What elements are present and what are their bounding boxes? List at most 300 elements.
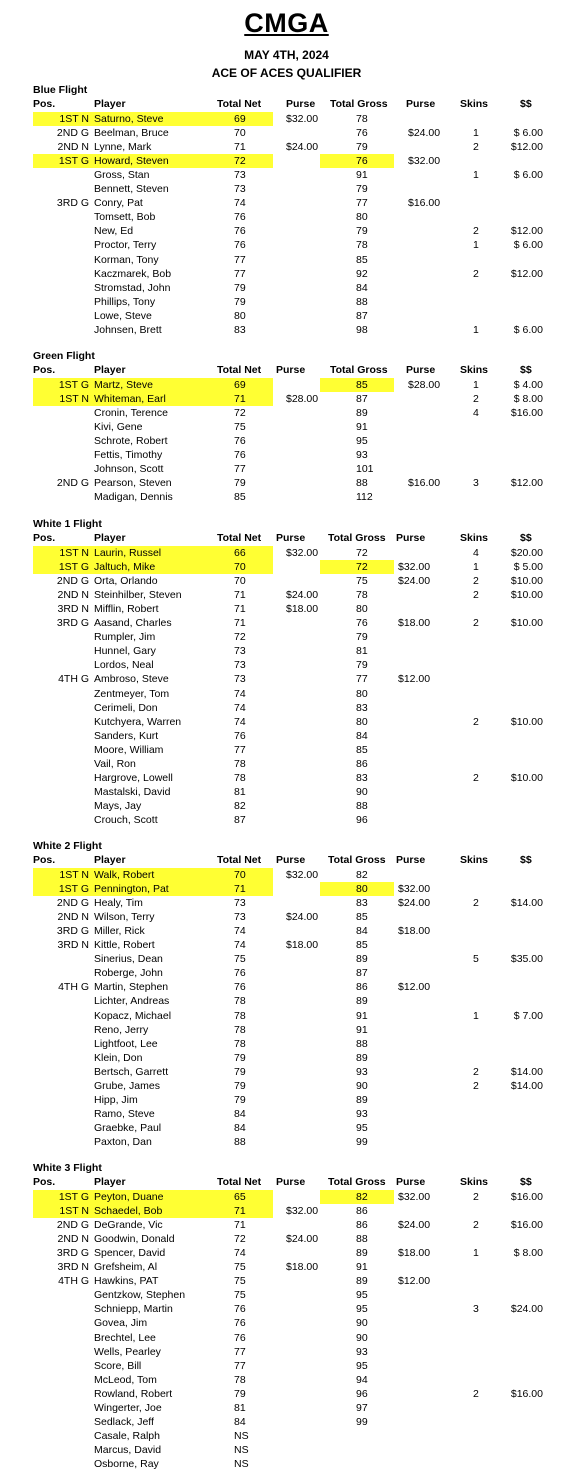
table-row [0,182,573,196]
player-cell: DeGrande, Vic [94,1219,163,1232]
total-gross-cell: 80 [356,603,368,616]
total-gross-cell: 86 [356,757,368,770]
total-net-cell: 73 [234,673,246,686]
player-cell: Schniepp, Martin [94,1303,173,1316]
total-gross-cell: 99 [356,1415,368,1428]
gross-purse-cell: $32.00 [408,155,441,168]
total-gross-cell: 80 [356,211,368,224]
total-gross-cell: 95 [356,1121,368,1134]
net-purse-cell: $32.00 [286,547,319,559]
total-gross-cell: 95 [356,1359,368,1372]
payout-cell: $ 4.00 [513,379,543,391]
table-row [0,1429,573,1443]
total-net-cell: 78 [234,1023,246,1036]
column-header: Total Gross [330,98,388,110]
table-row [0,1443,573,1457]
column-header: $$ [520,364,532,376]
player-cell: Miller, Rick [94,925,145,938]
player-cell: Goodwin, Donald [94,1233,175,1246]
total-net-cell: NS [234,1443,249,1456]
total-net-cell: 74 [234,197,246,210]
player-cell: Saturno, Steve [94,113,164,125]
player-cell: Kittle, Robert [94,939,155,952]
table-row [0,616,573,630]
total-net-cell: 81 [234,1401,246,1414]
net-purse-cell: $32.00 [286,869,319,881]
skins-cell: 2 [473,1079,479,1092]
net-purse-cell: $24.00 [286,589,319,602]
column-header: Skins [460,98,489,110]
table-row [0,546,573,560]
total-gross-cell: 79 [356,225,368,238]
total-net-cell: 78 [234,771,246,784]
skins-cell: 2 [473,715,479,728]
table-row [0,924,573,938]
total-net-cell: 75 [234,1261,246,1274]
total-net-cell: 79 [234,1093,246,1106]
table-row [0,490,573,504]
total-net-cell: 77 [234,743,246,756]
position-cell: 3RD N [57,939,89,952]
total-gross-cell: 92 [356,267,368,280]
total-net-cell: 72 [234,631,246,644]
skins-cell: 2 [473,267,479,280]
position-cell: 2ND N [57,1233,89,1246]
table-row [0,729,573,743]
player-cell: Fettis, Timothy [94,449,163,462]
table-row [0,994,573,1008]
skins-cell: 2 [473,1387,479,1400]
player-cell: Johnson, Scott [94,463,164,476]
skins-cell: 2 [473,1191,479,1203]
total-net-cell: 71 [234,1219,246,1232]
total-net-cell: 70 [234,561,246,574]
player-cell: Casale, Ralph [94,1429,160,1442]
table-row [0,1260,573,1274]
total-gross-cell: 88 [356,295,368,308]
total-gross-cell: 88 [356,1233,368,1246]
table-row [0,980,573,994]
total-gross-cell: 79 [356,631,368,644]
column-header: Pos. [33,532,56,544]
total-net-cell: 76 [234,225,246,238]
column-header: Skins [460,364,489,376]
total-gross-cell: 95 [356,435,368,448]
column-header: Total Net [217,1176,262,1188]
player-cell: Bertsch, Garrett [94,1065,169,1078]
payout-cell: $12.00 [510,477,543,490]
total-net-cell: 74 [234,687,246,700]
table-row [0,560,573,574]
total-gross-cell: 86 [356,981,368,994]
player-cell: Peyton, Duane [94,1191,164,1203]
total-gross-cell: 78 [356,239,368,252]
column-headers [0,532,573,546]
gross-purse-cell: $32.00 [398,883,431,896]
total-gross-cell: 76 [356,127,368,140]
player-cell: Healy, Tim [94,897,143,910]
table-row [0,323,573,337]
total-gross-cell: 87 [356,393,368,406]
total-net-cell: 72 [234,407,246,420]
player-cell: Rumpler, Jim [94,631,156,644]
table-row [0,813,573,827]
total-gross-cell: 76 [356,155,368,168]
table-row [0,462,573,476]
position-cell: 2ND N [57,589,89,602]
column-header: Pos. [33,854,56,866]
table-row [0,687,573,701]
total-gross-cell: 93 [356,1345,368,1358]
column-headers [0,854,573,868]
total-net-cell: 69 [234,379,246,391]
table-row [0,1037,573,1051]
payout-cell: $12.00 [510,267,543,280]
table-row [0,267,573,281]
player-cell: Lynne, Mark [94,141,152,154]
total-net-cell: 66 [234,547,246,559]
total-net-cell: 84 [234,1121,246,1134]
total-gross-cell: 89 [356,407,368,420]
total-net-cell: 72 [234,155,246,168]
payout-cell: $ 6.00 [513,239,543,252]
total-net-cell: 78 [234,1037,246,1050]
column-headers [0,364,573,378]
total-net-cell: 77 [234,463,246,476]
total-gross-cell: 91 [356,1261,368,1274]
position-cell: 3RD G [56,1247,89,1260]
table-row [0,799,573,813]
player-cell: Brechtel, Lee [94,1331,156,1344]
position-cell: 4TH G [58,673,89,686]
total-gross-cell: 89 [356,1051,368,1064]
table-row [0,672,573,686]
column-header: Pos. [33,98,56,110]
total-gross-cell: 83 [356,771,368,784]
net-purse-cell: $18.00 [286,603,319,616]
total-gross-cell: 93 [356,449,368,462]
player-cell: Cronin, Terence [94,407,168,420]
column-header: Purse [276,854,306,866]
payout-cell: $16.00 [510,1219,543,1232]
total-gross-cell: 101 [356,463,374,476]
player-cell: Osborne, Ray [94,1457,159,1470]
total-gross-cell: 90 [356,1079,368,1092]
gross-purse-cell: $18.00 [398,617,431,630]
total-gross-cell: 83 [356,897,368,910]
player-cell: Rowland, Robert [94,1387,173,1400]
column-header: Total Gross [328,854,386,866]
total-gross-cell: 89 [356,995,368,1008]
table-row [0,1135,573,1149]
total-net-cell: 73 [234,897,246,910]
table-row [0,658,573,672]
table-row [0,406,573,420]
net-purse-cell: $18.00 [286,1261,319,1274]
column-header: Total Net [217,532,262,544]
payout-cell: $ 8.00 [513,1247,543,1260]
payout-cell: $16.00 [510,407,543,420]
table-row [0,1190,573,1204]
payout-cell: $10.00 [510,617,543,630]
table-row [0,771,573,785]
column-header: Pos. [33,364,56,376]
payout-cell: $16.00 [510,1191,543,1203]
total-gross-cell: 79 [356,183,368,196]
position-cell: 1ST N [59,393,89,406]
net-purse-cell: $28.00 [286,393,319,406]
player-cell: Pennington, Pat [94,883,169,896]
total-net-cell: 79 [234,1065,246,1078]
skins-cell: 1 [473,239,479,252]
total-gross-cell: 90 [356,1331,368,1344]
column-header: Player [94,532,126,544]
total-net-cell: 82 [234,799,246,812]
gross-purse-cell: $16.00 [408,197,441,210]
position-cell: 4TH G [58,1275,89,1288]
total-gross-cell: 80 [356,715,368,728]
position-cell: 2ND N [57,911,89,924]
total-gross-cell: 84 [356,281,368,294]
total-net-cell: 79 [234,295,246,308]
total-gross-cell: 91 [356,1023,368,1036]
table-row [0,1107,573,1121]
skins-cell: 1 [473,127,479,140]
skins-cell: 1 [473,561,479,574]
player-cell: Lowe, Steve [94,309,152,322]
column-header: $$ [520,854,532,866]
table-row [0,1218,573,1232]
table-row [0,743,573,757]
table-row [0,701,573,715]
total-net-cell: 75 [234,1275,246,1288]
table-row [0,868,573,882]
event-date: MAY 4TH, 2024 [244,48,329,62]
total-gross-cell: 78 [356,589,368,602]
table-row [0,910,573,924]
player-cell: Steinhilber, Steven [94,589,182,602]
table-row [0,434,573,448]
column-header: Purse [276,532,306,544]
flight-title: Green Flight [33,350,95,362]
skins-cell: 2 [473,1219,479,1232]
skins-cell: 2 [473,393,479,406]
column-header: Purse [276,1176,306,1188]
gross-purse-cell: $12.00 [398,673,431,686]
total-gross-cell: 95 [356,1303,368,1316]
total-net-cell: 76 [234,1331,246,1344]
total-net-cell: 74 [234,1247,246,1260]
total-gross-cell: 91 [356,169,368,182]
column-header: Purse [406,364,436,376]
table-row [0,1373,573,1387]
net-purse-cell: $32.00 [286,113,319,125]
total-gross-cell: 83 [356,701,368,714]
total-net-cell: NS [234,1457,249,1470]
table-row [0,602,573,616]
player-cell: Reno, Jerry [94,1023,149,1036]
table-row [0,966,573,980]
total-net-cell: 73 [234,911,246,924]
table-row [0,1274,573,1288]
position-cell: 1ST G [58,561,89,574]
player-cell: Schrote, Robert [94,435,168,448]
table-row [0,392,573,406]
total-net-cell: 79 [234,477,246,490]
payout-cell: $14.00 [510,897,543,910]
net-purse-cell: $24.00 [286,141,319,154]
player-cell: Kopacz, Michael [94,1009,172,1022]
table-row [0,715,573,729]
position-cell: 2ND G [56,127,89,140]
player-cell: Laurin, Russel [94,547,162,559]
table-row [0,1345,573,1359]
column-header: $$ [520,532,532,544]
player-cell: Cerimeli, Don [94,701,158,714]
player-cell: Aasand, Charles [94,617,172,630]
total-net-cell: 77 [234,267,246,280]
total-net-cell: 78 [234,995,246,1008]
total-net-cell: 73 [234,659,246,672]
total-net-cell: 71 [234,883,246,896]
total-net-cell: 73 [234,645,246,658]
skins-cell: 1 [473,323,479,336]
total-net-cell: 77 [234,253,246,266]
table-row [0,112,573,126]
gross-purse-cell: $18.00 [398,925,431,938]
position-cell: 2ND G [56,477,89,490]
player-cell: Mays, Jay [94,799,142,812]
payout-cell: $14.00 [510,1065,543,1078]
table-row [0,1387,573,1401]
skins-cell: 1 [473,1009,479,1022]
total-net-cell: 71 [234,589,246,602]
total-gross-cell: 84 [356,729,368,742]
total-net-cell: 74 [234,925,246,938]
total-gross-cell: 85 [356,911,368,924]
player-cell: Martin, Stephen [94,981,169,994]
total-gross-cell: 85 [356,939,368,952]
total-gross-cell: 82 [356,1191,368,1203]
position-cell: 3RD G [56,925,89,938]
player-cell: Score, Bill [94,1359,142,1372]
skins-cell: 4 [473,407,479,420]
total-net-cell: 71 [234,617,246,630]
column-header: Skins [460,532,489,544]
skins-cell: 2 [473,225,479,238]
payout-cell: $10.00 [510,589,543,602]
payout-cell: $12.00 [510,225,543,238]
skins-cell: 2 [473,589,479,602]
total-net-cell: 76 [234,729,246,742]
total-net-cell: 78 [234,1009,246,1022]
player-cell: Sinerius, Dean [94,953,163,966]
flight-title: White 3 Flight [33,1162,102,1174]
total-gross-cell: 85 [356,253,368,266]
column-header: Player [94,1176,126,1188]
total-net-cell: 70 [234,869,246,881]
position-cell: 1ST N [59,869,89,881]
player-cell: Gentzkow, Stephen [94,1289,186,1302]
player-cell: Lordos, Neal [94,659,154,672]
column-header: Purse [396,1176,426,1188]
column-header: Player [94,364,126,376]
total-net-cell: 76 [234,967,246,980]
player-cell: Hunnel, Gary [94,645,156,658]
total-net-cell: 65 [234,1191,246,1203]
player-cell: Johnsen, Brett [94,323,162,336]
table-row [0,1288,573,1302]
payout-cell: $20.00 [510,547,543,559]
total-net-cell: 84 [234,1107,246,1120]
payout-cell: $ 8.00 [513,393,543,406]
gross-purse-cell: $24.00 [398,897,431,910]
total-net-cell: 81 [234,785,246,798]
table-row [0,1093,573,1107]
player-cell: Gross, Stan [94,169,150,182]
player-cell: Martz, Steve [94,379,153,391]
skins-cell: 2 [473,617,479,630]
player-cell: Conry, Pat [94,197,143,210]
player-cell: Beelman, Bruce [94,127,169,140]
total-net-cell: 71 [234,141,246,154]
table-row [0,1065,573,1079]
table-row [0,295,573,309]
position-cell: 2ND N [57,141,89,154]
player-cell: Wingerter, Joe [94,1401,162,1414]
total-gross-cell: 79 [356,659,368,672]
total-net-cell: 77 [234,1345,246,1358]
table-row [0,630,573,644]
total-net-cell: 70 [234,575,246,588]
player-cell: Hipp, Jim [94,1093,138,1106]
net-purse-cell: $32.00 [286,1205,319,1218]
table-row [0,1232,573,1246]
player-cell: Lichter, Andreas [94,995,170,1008]
gross-purse-cell: $24.00 [398,575,431,588]
total-gross-cell: 89 [356,953,368,966]
total-gross-cell: 87 [356,309,368,322]
position-cell: 4TH G [58,981,89,994]
total-gross-cell: 97 [356,1401,368,1414]
column-header: Purse [286,98,316,110]
player-cell: Mifflin, Robert [94,603,159,616]
skins-cell: 3 [473,477,479,490]
gross-purse-cell: $16.00 [408,477,441,490]
player-cell: Kutchyera, Warren [94,715,182,728]
player-cell: McLeod, Tom [94,1373,157,1386]
payout-cell: $ 6.00 [513,127,543,140]
payout-cell: $12.00 [510,141,543,154]
player-cell: Ramo, Steve [94,1107,155,1120]
table-row [0,938,573,952]
total-gross-cell: 90 [356,785,368,798]
total-net-cell: 76 [234,239,246,252]
table-row [0,757,573,771]
player-cell: Crouch, Scott [94,813,158,826]
column-header: Purse [406,98,436,110]
position-cell: 2ND G [56,1219,89,1232]
total-gross-cell: 77 [356,197,368,210]
skins-cell: 2 [473,141,479,154]
table-row [0,1316,573,1330]
column-header: Purse [396,532,426,544]
total-gross-cell: 80 [356,687,368,700]
player-cell: Tomsett, Bob [94,211,156,224]
net-purse-cell: $24.00 [286,911,319,924]
total-net-cell: 76 [234,211,246,224]
table-row [0,420,573,434]
